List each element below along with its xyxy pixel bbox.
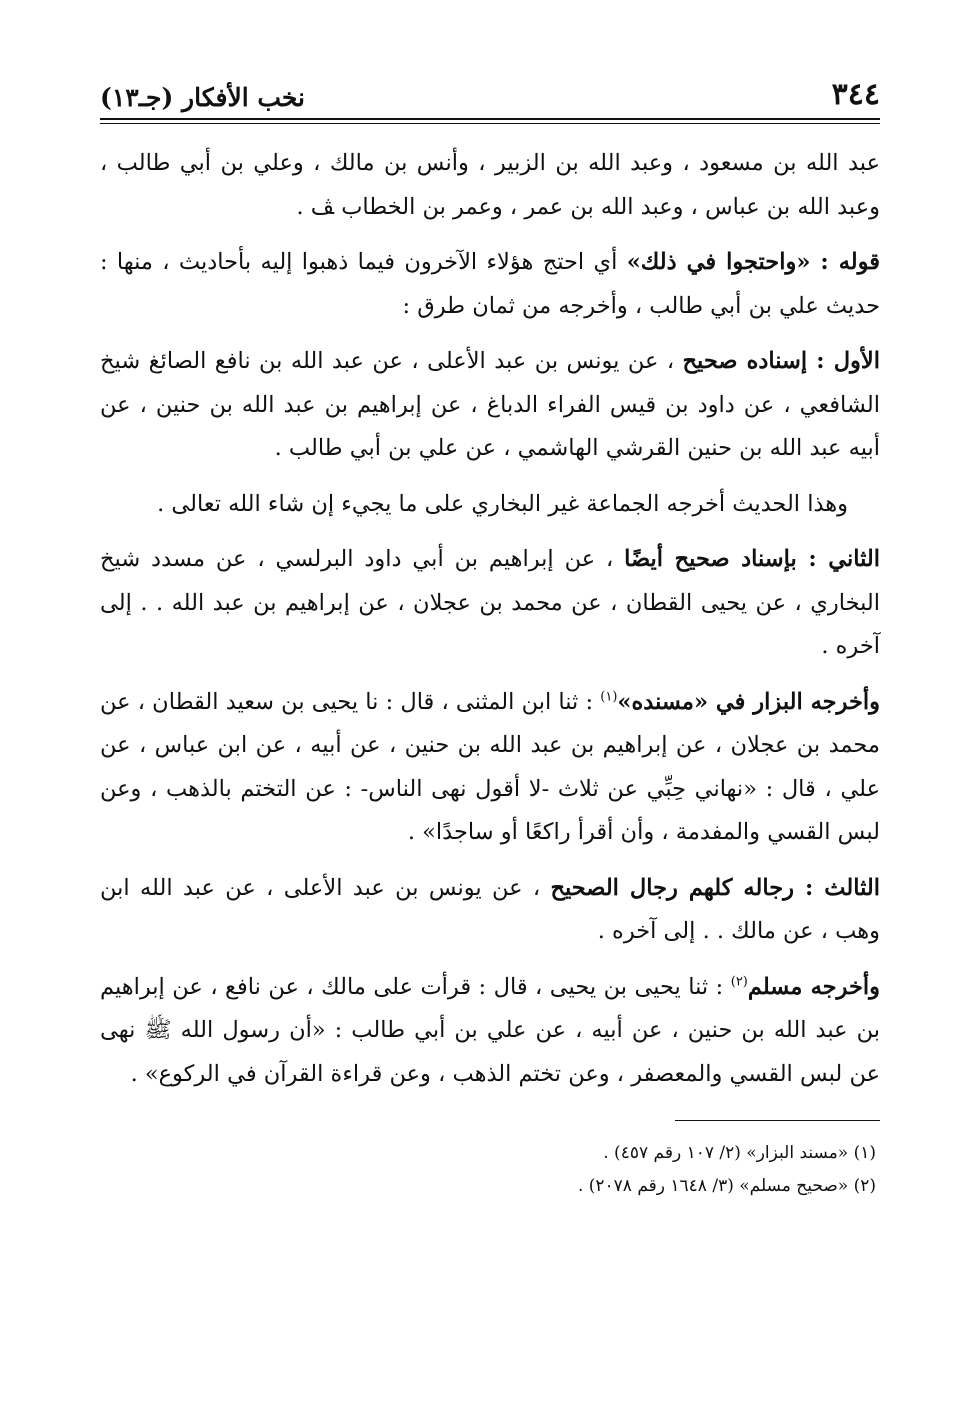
page-number: ٣٤٤: [831, 77, 880, 112]
paragraph-note: [100, 483, 880, 527]
paragraph-argument: [100, 241, 880, 328]
paragraph-companions: [100, 142, 880, 229]
paragraph-text: : ثنا ابن المثنى ، قال : نا يحيى بن سعيد القطان ، عن محمد بن عجلان ، عن إبراهيم بن عبد الله بن حنين ، عن أبيه ، عن ابن عباس ، عن علي ، قال : «نهاني حِبِّي عن ثلاث -لا أقول نهى الناس- : عن التختم بالذهب ، وعن لبس القسي والمفدمة ، وأن أقرأ راكعًا أو ساجدًا» .: [100, 688, 880, 845]
paragraph-text: ، عن إبراهيم بن أبي داود البرلسي ، عن مسدد شيخ البخاري ، عن يحيى القطان ، عن محمد بن عجلان ، عن إبراهيم بن عبد الله . . إلى آخره .: [100, 546, 880, 659]
paragraph-lead: وأخرجه البزار في «مسنده»: [617, 688, 880, 715]
running-title: نخب الأفكار (جـ١٣): [100, 83, 306, 112]
paragraph-text: عبد الله بن مسعود ، وعبد الله بن الزبير ، وأنس بن مالك ، وعلي بن أبي طالب ، وعبد الله بن عباس ، وعبد الله بن عمر ، وعمر بن الخطاب ﭫ .: [100, 150, 880, 220]
paragraph-second-chain: [100, 538, 880, 669]
paragraph-text: وهذا الحديث أخرجه الجماعة غير البخاري على ما يجيء إن شاء الله تعالى .: [157, 490, 848, 517]
paragraph-first-chain: [100, 340, 880, 471]
page-body: [100, 142, 880, 1096]
page-header: [100, 72, 880, 116]
footnote-separator: [675, 1120, 880, 1121]
paragraph-lead: قوله : «واحتجوا في ذلك»: [626, 249, 880, 275]
footnote-item: (١) «مسند البزار» (٢/ ١٠٧ رقم ٤٥٧) .: [603, 1143, 876, 1163]
paragraph-text: ، عن يونس بن عبد الأعلى ، عن عبد الله ابن وهب ، عن مالك . . إلى آخره .: [100, 874, 880, 944]
paragraph-text: ، عن يونس بن عبد الأعلى ، عن عبد الله بن نافع الصائغ شيخ الشافعي ، عن داود بن قيس الفراء الدباغ ، عن إبراهيم بن عبد الله بن حنين ، عن أبيه عبد الله بن حنين القرشي الهاشمي ، عن علي بن أبي طالب .: [100, 348, 880, 461]
footnote-item: (٢) «صحيح مسلم» (٣/ ١٦٤٨ رقم ٢٠٧٨) .: [577, 1176, 876, 1196]
header-rule-thin: [100, 123, 880, 124]
header-rule: [100, 118, 880, 120]
footnote-reference[interactable]: (٢): [730, 974, 748, 989]
paragraph-muslim: [100, 966, 880, 1097]
paragraph-bazzar: [100, 681, 880, 855]
book-page: [100, 72, 880, 1203]
paragraph-lead: وأخرجه مسلم: [747, 973, 880, 1000]
footnote-reference[interactable]: (١): [600, 689, 618, 704]
footnotes: [100, 1137, 880, 1203]
paragraph-lead: الأول : إسناده صحيح: [682, 348, 880, 374]
paragraph-lead: الثالث : رجاله كلهم رجال الصحيح: [550, 874, 880, 901]
paragraph-text: أي احتج هؤلاء الآخرون فيما ذهبوا إليه بأحاديث ، منها : حديث علي بن أبي طالب ، وأخرجه من ثمان طرق :: [100, 249, 880, 319]
paragraph-third-chain: [100, 867, 880, 954]
paragraph-lead: الثاني : بإسناد صحيح أيضًا: [624, 546, 880, 572]
paragraph-text: : ثنا يحيى بن يحيى ، قال : قرأت على مالك ، عن نافع ، عن إبراهيم بن عبد الله بن حنين ، عن أبيه ، عن علي بن أبي طالب : «أن رسول الله ﷺ نهى عن لبس القسي والمعصفر ، وعن تختم الذهب ، وعن قراءة القرآن في الركوع» .: [100, 973, 880, 1087]
